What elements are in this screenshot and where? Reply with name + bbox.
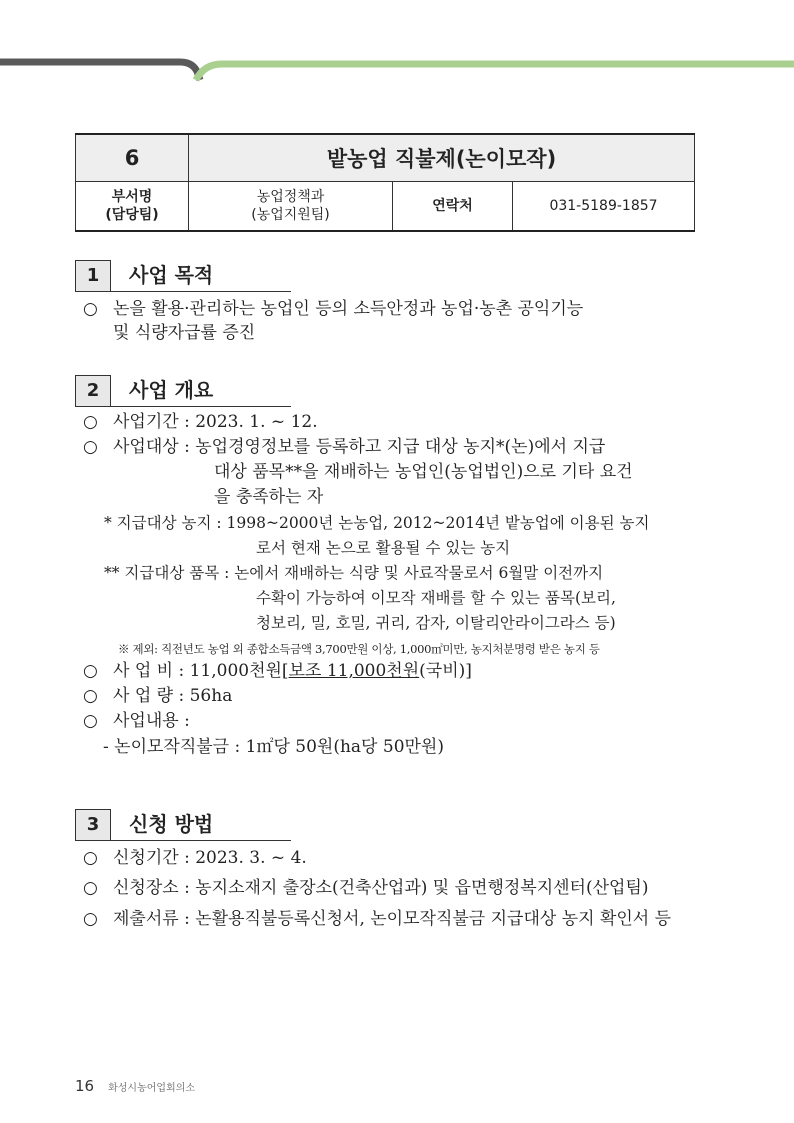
section-title: 사업 개요 xyxy=(129,378,214,402)
section-title: 사업 목적 xyxy=(129,263,214,287)
note-eligible-crops: 수확이 가능하여 이모작 재배를 할 수 있는 품목(보리, xyxy=(256,589,616,607)
project-title: 밭농업 직불제(논이모작) xyxy=(189,134,695,182)
project-info-table xyxy=(75,133,695,232)
header-decoration xyxy=(0,58,794,88)
note-eligible-crops: ** 지급대상 품목 : 논에서 재배하는 식량 및 사료작물로서 6월말 이전까지 xyxy=(104,564,604,582)
application-documents: 제출서류 : 논활용직불등록신청서, 논이모작직불금 지급대상 농지 확인서 등 xyxy=(113,909,672,929)
section-number: 1 xyxy=(75,260,111,292)
exclusion-note: ※ 제외: 직전년도 농업 외 종합소득금액 3,700만원 이상, 1,000㎡미만, 농지처분명령 받은 농지 등 xyxy=(118,642,600,656)
contact-value: 031-5189-1857 xyxy=(513,182,695,232)
bullet-icon: ○ xyxy=(83,437,98,457)
bullet-icon: ○ xyxy=(83,909,98,929)
section-number: 3 xyxy=(75,809,111,841)
application-period: 신청기간 : 2023. 3. ~ 4. xyxy=(113,848,307,868)
note-eligible-crops: 청보리, 밀, 호밀, 귀리, 감자, 이탈리안라이그라스 등) xyxy=(256,614,616,632)
note-eligible-land: 로서 현재 논으로 활용될 수 있는 농지 xyxy=(256,539,511,557)
overview-budget: 사 업 비 : 11,000천원[보조 11,000천원(국비)] xyxy=(113,661,472,681)
section-title: 신청 방법 xyxy=(129,812,214,836)
overview-target: 을 충족하는 자 xyxy=(214,487,324,507)
bullet-icon: ○ xyxy=(83,686,98,706)
application-place: 신청장소 : 농지소재지 출장소(건축산업과) 및 읍면행정복지센터(산업팀) xyxy=(113,878,649,898)
overview-target: 대상 품목**을 재배하는 농업인(농업법인)으로 기타 요건 xyxy=(214,462,633,482)
overview-target: 사업대상 : 농업경영정보를 등록하고 지급 대상 농지*(논)에서 지급 xyxy=(113,437,606,457)
purpose-line: 논을 활용·관리하는 농업인 등의 소득안정과 농업·농촌 공익기능 xyxy=(113,299,584,319)
bullet-icon: ○ xyxy=(83,711,98,731)
section-number: 2 xyxy=(75,375,111,407)
footer-org: 화성시농어업회의소 xyxy=(108,1083,196,1094)
bullet-icon: ○ xyxy=(83,878,98,898)
overview-content: 사업내용 : xyxy=(113,711,190,731)
overview-amount: 사 업 량 : 56ha xyxy=(113,686,233,706)
overview-content-item: - 논이모작직불금 : 1㎡당 50원(ha당 50만원) xyxy=(103,737,444,757)
bullet-icon: ○ xyxy=(83,299,98,319)
contact-label: 연락처 xyxy=(393,182,513,232)
page-footer xyxy=(75,1076,195,1095)
bullet-icon: ○ xyxy=(83,412,98,432)
page-number: 16 xyxy=(75,1077,95,1095)
purpose-line: 및 식량자급률 증진 xyxy=(113,323,256,343)
project-number: 6 xyxy=(76,134,189,182)
dept-value: 농업정책과 (농업지원팀) xyxy=(189,182,393,232)
overview-period: 사업기간 : 2023. 1. ~ 12. xyxy=(113,412,318,432)
bullet-icon: ○ xyxy=(83,661,98,681)
note-eligible-land: * 지급대상 농지 : 1998~2000년 논농업, 2012~2014년 밭농업에 이용된 농지 xyxy=(104,514,650,532)
bullet-icon: ○ xyxy=(83,848,98,868)
dept-label: 부서명 (담당팀) xyxy=(76,182,189,232)
